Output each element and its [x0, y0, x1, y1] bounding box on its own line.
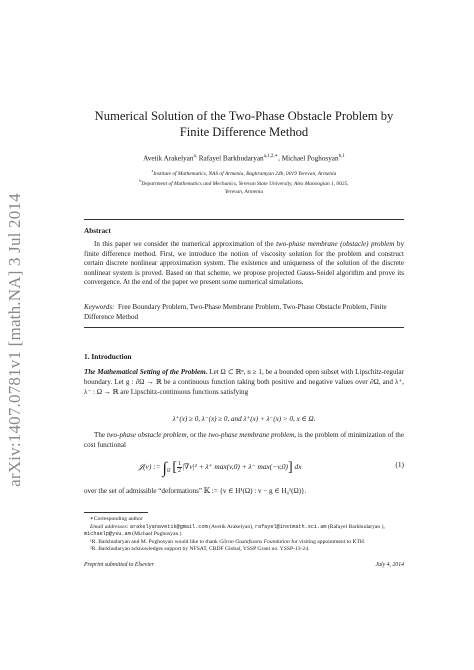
title-line-2: Finite Difference Method — [179, 125, 309, 139]
intro-paragraph-1: The Mathematical Setting of the Problem. Let Ω ⊂ ℝⁿ, n ≥ 1, be a bounded open subset with Lipschitz-regular boundary. Let g : ∂Ω → ℝ be a continuous function taking both positive and negative values over ∂Ω, and λ⁺, λ⁻ : Ω → ℝ are Lipschitz-continuous functions satisfying — [84, 368, 404, 397]
equation-number: (1) — [395, 460, 404, 469]
email-link-1[interactable]: arakelyanavetik@gmail.com — [129, 523, 208, 530]
integral-sign: ∫ — [162, 460, 167, 477]
footnote-1: ¹R. Barkhudaryan and M. Poghosyan would like to thank Göran Gustafssons Foundation for visiting appointment to KTH. — [90, 538, 366, 545]
affiliation-b: $^b$Department of Mathematics and Mechanics, Yerevan State University, Alex Manoogian 1, 0025, — [139, 179, 349, 188]
preprint-date: July 4, 2014 — [375, 562, 404, 568]
email-link-3[interactable]: michaelp@ysu.am — [84, 531, 131, 538]
preprint-note: Preprint submitted to Elsevier — [84, 562, 154, 568]
one-half-fraction: $\frac{1}{2}$ — [178, 460, 181, 474]
author-1: Avetik Arakelyan — [143, 154, 194, 163]
section-heading: 1. Introduction — [84, 352, 132, 361]
runin-heading: The Mathematical Setting of the Problem. — [84, 368, 208, 376]
affiliation-b-cont: Yerevan, Armenia — [224, 188, 264, 195]
intro-paragraph-2: The two-phase obstacle problem, or the two-phase membrane problem, is the problem of minimization of the cost functional — [84, 431, 404, 450]
footnote-emails: Email addresses: arakelyanavetik@gmail.com (Avetik Arakelyan), rafayel@instmath.sci.am (Rafayel Barkhudaryan ), michaelp@ysu.am (Michael Poghosyan ) — [84, 523, 385, 538]
arxiv-identifier: arXiv:1407.0781v1 [math.NA] 3 Jul 2014 — [5, 193, 24, 487]
functional-integrand: |∇v|² + λ⁺ max(v,0) + λ⁻ max(−v,0) — [182, 462, 288, 471]
affiliation-a: $^a$Institute of Mathematics, NAS of Armenia, Baghramyan 24b, 0019 Yerevan, Armenia — [151, 169, 337, 177]
preprint-footer — [84, 562, 404, 568]
footnote-rule — [84, 512, 148, 513]
abstract-heading: Abstract — [84, 227, 111, 235]
paper-page — [84, 0, 404, 670]
equation-functional: 𝒥(v) := $\int_\Omega$ [ $\frac{1}{2}$ |∇v|² + λ⁺ max(v,0) + λ⁻ max(−v,0)] dx (1) — [138, 460, 404, 477]
abstract-text: In this paper we consider the numerical approximation of the two-phase membrane (obstacle) problem by finite difference method. First, we introduce the notion of viscosity solution for the problem and construct certain discrete nonlinear approximation system. The existence and uniqueness of the solution of the discrete nonlinear system is proved. Based on that scheme, we propose projected Gauss-Seidel algorithm and prove its convergence. At the end of the paper we present some numerical simulations. — [84, 240, 404, 287]
email-link-2[interactable]: rafayel@instmath.sci.am — [254, 523, 327, 530]
footnotes — [84, 516, 404, 554]
title-line-1: Numerical Solution of the Two-Phase Obstacle Problem by — [94, 109, 394, 123]
keywords-label: Keywords: — [84, 303, 115, 311]
paper-title — [84, 108, 404, 140]
keywords-text: Free Boundary Problem, Two-Phase Membrane Problem, Two-Phase Obstacle Problem, Finite Difference Method — [84, 303, 387, 321]
author-3: Michael Poghosyan — [281, 154, 339, 163]
arxiv-sidebar — [2, 190, 28, 490]
integral-domain: Ω — [166, 468, 171, 474]
footnote-corresponding: ∗Corresponding author — [90, 516, 143, 522]
author-2-marker: a,1,2,∗ — [263, 154, 279, 159]
author-1-marker: a, — [193, 154, 197, 159]
equation-constraints: λ⁺(x) ≥ 0, λ⁻(x) ≥ 0, and λ⁺(x) + λ⁻(x) > 0, x ∈ Ω. — [172, 415, 316, 423]
footnote-2: ²R. Barkhudaryan acknowledges support by NFSAT, CRDF Global, YSSP Grant no. YSSP-13-24. — [90, 546, 310, 553]
abstract-emphasis: two-phase membrane (obstacle) problem — [276, 240, 395, 248]
author-list: Avetik Arakelyan$^{a,}$ Rafayel Barkhudaryan$^{a,1,2,∗}$, Michael Poghosyan$^{b,1}$ — [143, 154, 345, 163]
affiliations — [84, 168, 404, 196]
author-3-marker: b,1 — [338, 154, 345, 159]
author-2: Rafayel Barkhudaryan — [198, 154, 264, 163]
abstract-bottom-rule — [84, 327, 404, 328]
intro-paragraph-3: over the set of admissible “deformations” 𝕂 := {v ∈ H¹(Ω) : v − g ∈ H₀¹(Ω)}. — [84, 487, 307, 495]
keywords — [84, 303, 404, 322]
functional-lhs: 𝒥(v) := — [138, 462, 163, 471]
abstract-top-rule — [84, 219, 404, 220]
